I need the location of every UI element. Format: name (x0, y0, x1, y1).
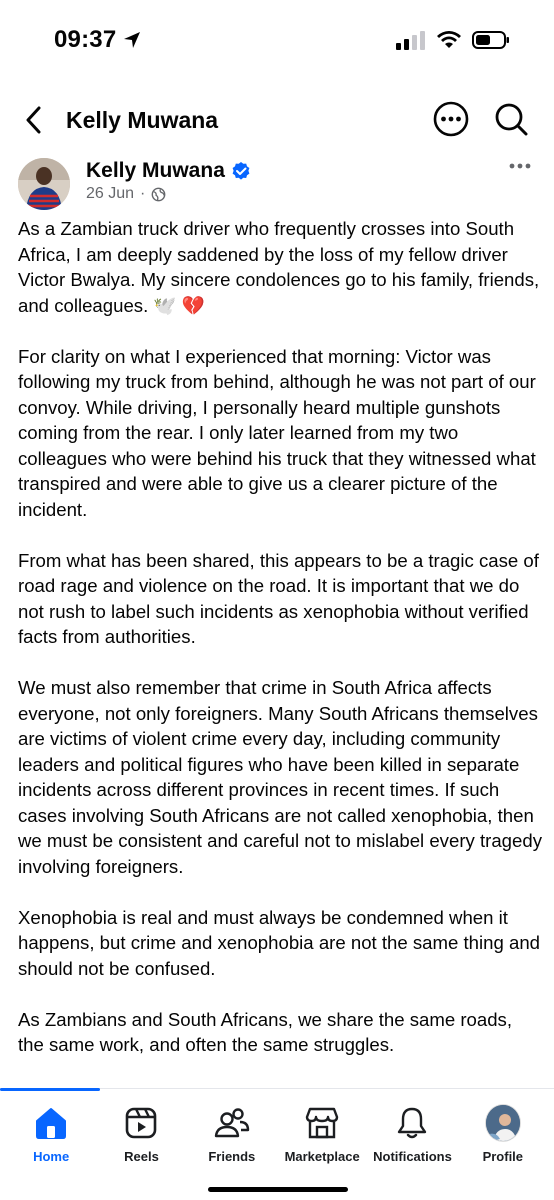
nav-item-reels[interactable] (96, 1105, 186, 1164)
meta-separator: · (140, 185, 146, 202)
more-options-button[interactable] (432, 100, 470, 138)
post-options-button[interactable] (508, 158, 532, 174)
nav-label-profile: Profile (482, 1149, 524, 1164)
status-bar (0, 0, 554, 84)
bottom-nav (0, 1088, 554, 1200)
chevron-left-icon (24, 105, 44, 135)
author-avatar[interactable] (18, 158, 70, 210)
post-paragraph: We must also remember that crime in South Africa affects everyone, not only foreigners. Many South Africans themselves are victims of violent crime every day, including community leaders and political figures who have been killed in separate incidents across different provinces in recent times. If such cases involving South Africans are not called xenophobia, then we must be consistent and careful not to mislabel every tragedy involving foreigners. (18, 677, 542, 877)
reels-icon (123, 1105, 159, 1141)
author-name-text: Kelly Muwana (86, 159, 225, 182)
verified-badge-icon (231, 161, 251, 181)
signal-icon (396, 30, 426, 50)
search-icon (492, 100, 530, 138)
status-time (54, 26, 142, 54)
home-icon (33, 1105, 69, 1141)
nav-items (0, 1105, 554, 1164)
home-indicator (208, 1187, 348, 1192)
status-time-text: 09:37 (54, 26, 117, 53)
post-header (0, 152, 554, 214)
page-title: Kelly Muwana (66, 107, 219, 133)
back-button[interactable] (18, 104, 50, 136)
status-icons (396, 30, 510, 50)
nav-label-notifications: Notifications (373, 1149, 452, 1164)
post-paragraph: As a Zambian truck driver who frequently crosses into South Africa, I am deeply saddened by the loss of my fellow driver Victor Bwalya. My sincere condolences go to his family, friends, and colleagues. 🕊️ 💔 (18, 218, 540, 316)
post-paragraph: For clarity on what I experienced that morning: Victor was following my truck from behind, although he was not part of our convoy. While driving, I personally heard multiple gunshots coming from the rear. I only later learned from my two colleagues who were behind his truck that they witnessed what transpired and were able to give us a clearer picture of the incident. (18, 345, 536, 520)
nav-item-profile[interactable] (458, 1105, 548, 1164)
globe-icon (151, 187, 166, 202)
post-date[interactable]: 26 Jun (86, 185, 135, 202)
nav-label-home: Home (33, 1149, 70, 1164)
avatar-image (18, 158, 70, 210)
search-button[interactable] (492, 100, 530, 138)
nav-label-friends: Friends (208, 1149, 256, 1164)
friends-icon (214, 1105, 250, 1141)
post-meta (86, 184, 166, 204)
author-name[interactable] (86, 158, 251, 184)
nav-item-notifications[interactable] (367, 1105, 457, 1164)
marketplace-icon (304, 1105, 340, 1141)
post-paragraph: From what has been shared, this appears to be a tragic case of road rage and violence on the road. It is important that we do not rush to label such incidents as xenophobia without verified facts from authorities. (18, 549, 539, 647)
nav-item-friends[interactable] (187, 1105, 277, 1164)
battery-icon (472, 30, 510, 50)
profile-avatar (485, 1105, 521, 1141)
nav-item-home[interactable] (6, 1105, 96, 1164)
more-circle-icon (432, 100, 470, 138)
post-paragraph: As Zambians and South Africans, we share the same roads, the same work, and often the same struggles. (18, 1008, 513, 1055)
top-header (0, 96, 554, 146)
wifi-icon (436, 30, 462, 50)
post-text (18, 216, 542, 1083)
nav-label-reels: Reels (124, 1149, 159, 1164)
nav-item-marketplace[interactable] (277, 1105, 367, 1164)
location-arrow-icon (122, 30, 142, 50)
more-dots-icon (508, 158, 532, 174)
bell-icon (394, 1105, 430, 1141)
nav-label-marketplace: Marketplace (284, 1149, 360, 1164)
scroll-progress-indicator (0, 1088, 100, 1091)
post-paragraph: Xenophobia is real and must always be condemned when it happens, but crime and xenophobia are not the same thing and should not be confused. (18, 906, 541, 979)
